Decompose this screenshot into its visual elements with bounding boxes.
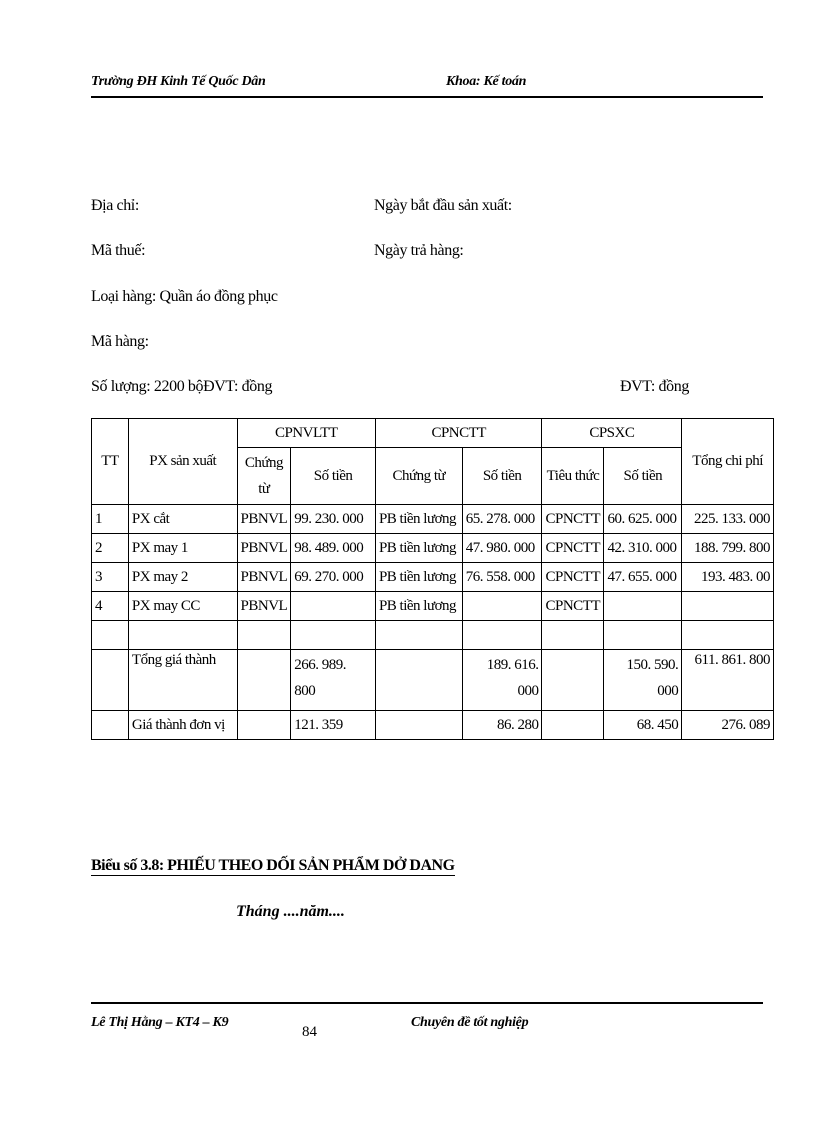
row-amount-cpnvltt: 69. 270. 000 bbox=[291, 563, 376, 592]
row-amount-cpsxc bbox=[604, 592, 682, 621]
address-field: Địa chỉ: bbox=[91, 197, 139, 214]
header-voucher-2: Chứng từ bbox=[375, 448, 462, 505]
row-amount-cpnvltt bbox=[291, 592, 376, 621]
row-workshop: PX cắt bbox=[128, 505, 237, 534]
table-row bbox=[92, 505, 774, 534]
goods-type-field: Loại hàng: Quần áo đồng phục bbox=[91, 288, 278, 305]
row-tt: 4 bbox=[92, 592, 129, 621]
unit-cpnvltt: 121. 359 bbox=[291, 711, 376, 740]
row-voucher-2: PB tiền lương bbox=[375, 592, 462, 621]
header-amount-3: Số tiền bbox=[604, 448, 682, 505]
page-number: 84 bbox=[302, 1024, 317, 1040]
unit-total: 276. 089 bbox=[682, 711, 774, 740]
header-amount: Số tiền bbox=[291, 448, 376, 505]
row-amount-cpnctt: 47. 980. 000 bbox=[462, 534, 542, 563]
table-row bbox=[92, 534, 774, 563]
unit-field: ĐVT: đồng bbox=[620, 378, 689, 395]
row-voucher: PBNVL bbox=[237, 563, 291, 592]
row-workshop: PX may CC bbox=[128, 592, 237, 621]
unit-cost-row bbox=[92, 711, 774, 740]
total-cpnctt: 189. 616. 000 bbox=[462, 650, 542, 711]
unit-cpnctt: 86. 280 bbox=[462, 711, 542, 740]
header-voucher: Chứng từ bbox=[237, 448, 291, 505]
row-voucher-2: PB tiền lương bbox=[375, 534, 462, 563]
row-tt: 1 bbox=[92, 505, 129, 534]
row-voucher: PBNVL bbox=[237, 592, 291, 621]
row-voucher: PBNVL bbox=[237, 534, 291, 563]
row-voucher-2: PB tiền lương bbox=[375, 505, 462, 534]
unit-cpsxc: 68. 450 bbox=[604, 711, 682, 740]
row-amount-cpsxc: 47. 655. 000 bbox=[604, 563, 682, 592]
header-total: Tổng chi phí bbox=[682, 419, 774, 505]
row-tt: 2 bbox=[92, 534, 129, 563]
start-date-field: Ngày bắt đầu sản xuất: bbox=[374, 197, 512, 214]
row-criteria: CPNCTT bbox=[542, 505, 604, 534]
header-amount-2: Số tiền bbox=[462, 448, 542, 505]
delivery-date-field: Ngày trả hàng: bbox=[374, 242, 464, 259]
form-title: Biểu số 3.8: PHIẾU THEO DỐI SẢN PHẨM DỞ DANG bbox=[91, 857, 455, 874]
row-amount-cpnctt: 76. 558. 000 bbox=[462, 563, 542, 592]
header-rule bbox=[91, 96, 763, 98]
header-faculty: Khoa: Kế toán bbox=[446, 74, 527, 89]
row-amount-cpsxc: 42. 310. 000 bbox=[604, 534, 682, 563]
total-cpsxc: 150. 590. 000 bbox=[604, 650, 682, 711]
footer-topic: Chuyên đề tốt nghiệp bbox=[411, 1015, 529, 1030]
table-header-row bbox=[92, 419, 774, 448]
row-criteria: CPNCTT bbox=[542, 592, 604, 621]
header-cpnctt: CPNCTT bbox=[375, 419, 542, 448]
row-amount-cpnctt: 65. 278. 000 bbox=[462, 505, 542, 534]
row-amount-cpnctt bbox=[462, 592, 542, 621]
row-total: 193. 483. 00 bbox=[682, 563, 774, 592]
row-amount-cpsxc: 60. 625. 000 bbox=[604, 505, 682, 534]
row-workshop: PX may 1 bbox=[128, 534, 237, 563]
row-amount-cpnvltt: 98. 489. 000 bbox=[291, 534, 376, 563]
table-row bbox=[92, 592, 774, 621]
row-amount-cpnvltt: 99. 230. 000 bbox=[291, 505, 376, 534]
table-row bbox=[92, 563, 774, 592]
header-school: Trường ĐH Kinh Tế Quốc Dân bbox=[91, 74, 266, 89]
header-cpsxc: CPSXC bbox=[542, 419, 682, 448]
row-voucher: PBNVL bbox=[237, 505, 291, 534]
header-workshop: PX sản xuất bbox=[128, 419, 237, 505]
total-cost-label: Tổng giá thành bbox=[128, 650, 237, 711]
total-grand: 611. 861. 800 bbox=[682, 650, 774, 711]
row-total: 188. 799. 800 bbox=[682, 534, 774, 563]
row-workshop: PX may 2 bbox=[128, 563, 237, 592]
header-cpnvltt: CPNVLTT bbox=[237, 419, 375, 448]
total-cost-row bbox=[92, 650, 774, 711]
header-criteria: Tiêu thức bbox=[542, 448, 604, 505]
row-total: 225. 133. 000 bbox=[682, 505, 774, 534]
quantity-field: Số lượng: 2200 bộĐVT: đồng bbox=[91, 378, 273, 395]
form-subtitle: Tháng ....năm.... bbox=[236, 903, 345, 920]
row-criteria: CPNCTT bbox=[542, 534, 604, 563]
cost-table bbox=[91, 418, 774, 740]
footer-rule bbox=[91, 1002, 763, 1004]
row-tt: 3 bbox=[92, 563, 129, 592]
tax-code-field: Mã thuế: bbox=[91, 242, 146, 259]
goods-code-field: Mã hàng: bbox=[91, 333, 149, 350]
footer-author: Lê Thị Hằng – KT4 – K9 bbox=[91, 1015, 229, 1030]
total-cpnvltt: 266. 989. 800 bbox=[291, 650, 376, 711]
header-tt: TT bbox=[92, 419, 129, 505]
row-criteria: CPNCTT bbox=[542, 563, 604, 592]
row-total bbox=[682, 592, 774, 621]
unit-cost-label: Giá thành đơn vị bbox=[128, 711, 237, 740]
empty-row bbox=[92, 621, 774, 650]
row-voucher-2: PB tiền lương bbox=[375, 563, 462, 592]
